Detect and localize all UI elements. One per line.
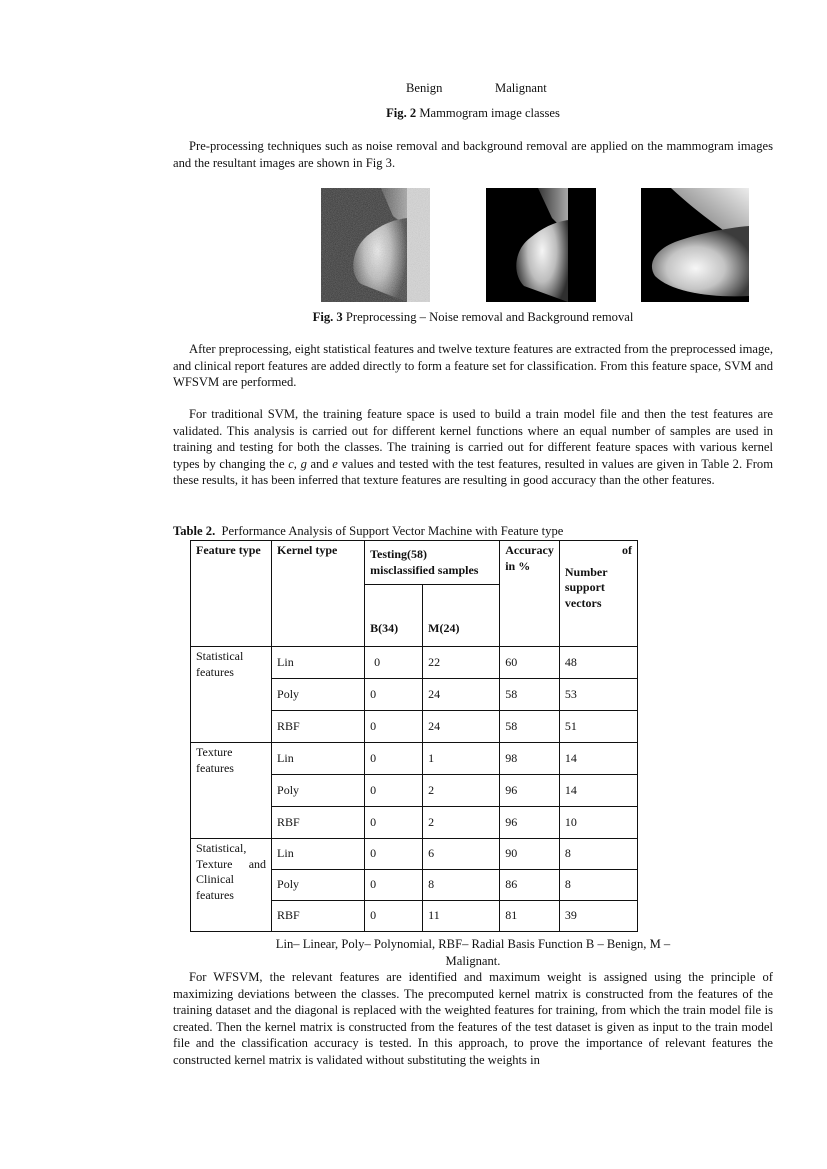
fig3-caption-text: Preprocessing – Noise removal and Background removal [345,310,634,324]
cell-support-vectors: 8 [559,870,637,901]
header-support-vectors [559,541,637,647]
cell-accuracy: 98 [500,743,560,775]
table-row [191,647,638,679]
table-row [191,743,638,775]
cell-support-vectors: 8 [559,839,637,870]
fig2-label-benign: Benign [406,81,443,95]
cell-accuracy: 58 [500,711,560,743]
cell-kernel: Poly [272,679,365,711]
cell-benign: 0 [365,647,423,679]
fig2-caption-label: Fig. 2 [386,106,417,120]
noisy-mammogram-image [321,188,430,302]
header-accuracy: Accuracy in % [500,541,560,647]
cell-benign: 0 [365,679,423,711]
cell-benign: 0 [365,870,423,901]
cell-kernel: Poly [272,870,365,901]
cell-accuracy: 86 [500,870,560,901]
cell-support-vectors: 48 [559,647,637,679]
fig3-caption-label: Fig. 3 [312,310,343,324]
cell-kernel: Lin [272,647,365,679]
cell-benign: 0 [365,711,423,743]
cell-benign: 0 [365,839,423,870]
fig2-label-malignant: Malignant [495,81,547,95]
cell-malignant: 8 [423,870,500,901]
cell-accuracy: 60 [500,647,560,679]
paragraph-wfsvm: For WFSVM, the relevant features are identified and maximum weight is assigned using the principle of maximizing deviations between the classes. The precomputed kernel matrix is constructed from the features of the training dataset and the diagonal is replaced with the weighted features for training, from which the train model file is created. Then the kernel matrix is constructed from the features of the test dataset is given as input to the train model file and the classification accuracy is tested. In this approach, to prove the importance of relevant features the constructed kernel matrix is validated without substituting the weights in [173,970,773,1067]
fig2-caption [173,105,773,122]
group-texture-cell: Texture features [191,743,272,839]
cell-kernel: RBF [272,901,365,932]
table2-title [173,523,563,540]
header-feature-type: Feature type [191,541,272,647]
fig2-caption-text: Mammogram image classes [419,106,560,120]
enhanced-mammogram-image [641,188,749,302]
group-combined-cell: Statistical, Texture and Clinical features [191,839,272,932]
cell-kernel: RBF [272,711,365,743]
cell-accuracy: 96 [500,775,560,807]
cell-malignant: 2 [423,807,500,839]
fig3-caption [173,309,773,326]
cell-support-vectors: 14 [559,743,637,775]
cell-kernel: Poly [272,775,365,807]
cell-kernel: Lin [272,743,365,775]
cell-accuracy: 96 [500,807,560,839]
cell-malignant: 22 [423,647,500,679]
cell-accuracy: 58 [500,679,560,711]
cell-benign: 0 [365,775,423,807]
cell-support-vectors: 53 [559,679,637,711]
cell-benign: 0 [365,743,423,775]
performance-table [190,540,638,932]
table2-footnote: Lin– Linear, Poly– Polynomial, RBF– Radial Basis Function B – Benign, M – Malignant. [275,937,671,968]
table-row [191,839,638,870]
table2-title-text: Performance Analysis of Support Vector Machine with Feature type [221,524,564,538]
background-removed-image [486,188,596,302]
paragraph-preprocessing: Pre-processing techniques such as noise removal and background removal are applied on the mammogram images and the resultant images are shown in Fig 3. [173,139,773,170]
paragraph-traditional-svm: For traditional SVM, the training feature space is used to build a train model file and then the test features are validated. This analysis is carried out for different kernel functions where an equal number of samples are used in training and testing for both the classes. The training is carried out for different feature spaces with various kernel types by changing the c, g and e values and tested with the test features, resulted in values are given in Table 2. From these results, it has been inferred that texture features are resulting in good accuracy than the other features. [173,407,773,488]
cell-support-vectors: 51 [559,711,637,743]
cell-malignant: 24 [423,679,500,711]
header-benign: B(34) [365,585,423,647]
cell-malignant: 2 [423,775,500,807]
cell-support-vectors: 10 [559,807,637,839]
cell-accuracy: 81 [500,901,560,932]
table2-title-label: Table 2. [173,524,216,538]
cell-accuracy: 90 [500,839,560,870]
cell-kernel: Lin [272,839,365,870]
header-malignant: M(24) [423,585,500,647]
header-support-label: Number support vectors [564,564,608,610]
header-of: of [622,543,632,557]
cell-support-vectors: 14 [559,775,637,807]
cell-malignant: 6 [423,839,500,870]
cell-kernel: RBF [272,807,365,839]
header-kernel-type: Kernel type [272,541,365,647]
paragraph-features: After preprocessing, eight statistical features and twelve texture features are extracted from the preprocessed image, and clinical report features are added directly to form a feature set for classification. From this feature space, SVM and WFSVM are performed. [173,342,773,390]
cell-benign: 0 [365,807,423,839]
cell-support-vectors: 39 [559,901,637,932]
header-testing: Testing(58) misclassified samples [365,541,500,585]
cell-benign: 0 [365,901,423,932]
cell-malignant: 24 [423,711,500,743]
cell-malignant: 1 [423,743,500,775]
group-statistical-cell: Statistical features [191,647,272,743]
cell-malignant: 11 [423,901,500,932]
